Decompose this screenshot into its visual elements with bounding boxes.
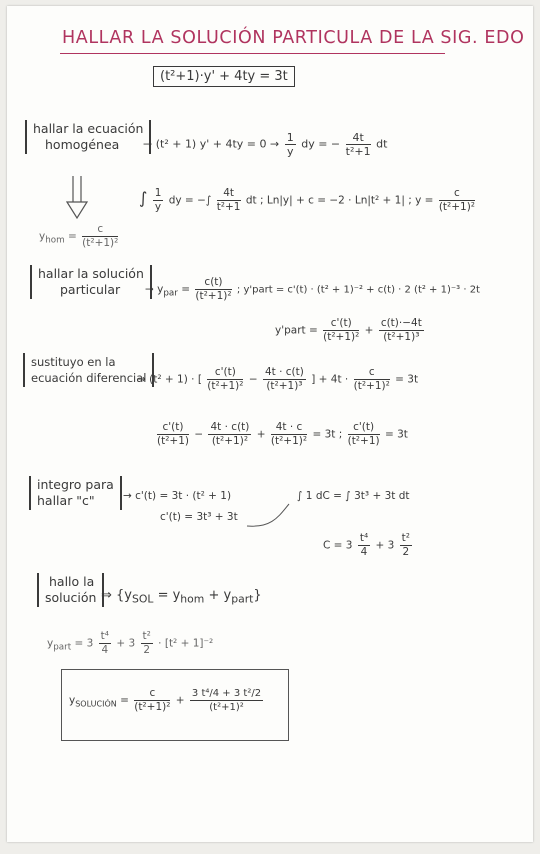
label-line: solución (45, 590, 97, 605)
eq-text: → (t² + 1) y' + 4ty = 0 → (143, 137, 283, 151)
eq-text: − (248, 373, 261, 386)
fraction: $\frac{c}{\text{(t²+1)²}}$ (82, 223, 119, 249)
eq-text: = y (153, 588, 181, 603)
label-line: hallo la (49, 574, 95, 589)
eq-text: → (t² + 1) · [ (137, 373, 202, 386)
subscript: hom (180, 592, 205, 606)
fraction: $\frac{\text{t⁴}}{4}$ (359, 532, 369, 558)
fraction: $\frac{4t}{\text{t²+1}}$ (216, 187, 241, 213)
eq-text: C = 3 (323, 539, 356, 552)
eq-text: ] + 4t · (311, 373, 352, 386)
eq-text: y'part = (275, 324, 322, 337)
eq-text: + (256, 428, 269, 441)
eq-text: = 3t ; (312, 428, 346, 441)
label-line: integro para (37, 477, 114, 492)
label-line: hallar "c" (37, 493, 95, 508)
fraction: $\frac{4t \cdot c}{\text{(t²+1)²}}$ (270, 421, 308, 447)
eq-text: = 3t (395, 373, 419, 386)
subscript: part (53, 642, 72, 653)
label-line: hallar la ecuación (33, 121, 144, 136)
eq-text: y (47, 637, 54, 650)
eq-text: = (177, 283, 194, 296)
fraction: $\frac{\text{3 t⁴/4 + 3 t²/2}}{\text{(t²+1)²}}$ (191, 688, 262, 713)
eq-text: dy = −∫ (168, 194, 212, 207)
eq-text: + 3 (375, 539, 398, 552)
fraction: $\frac{4t \cdot c(t)}{\text{(t²+1)³}}$ (264, 366, 304, 392)
label-line: hallar la solución (38, 266, 144, 281)
eq-text: + (364, 324, 377, 337)
fraction: $\frac{\text{t⁴}}{4}$ (100, 630, 109, 656)
eq-text: + (175, 694, 188, 707)
eq-text: = 3t (384, 428, 408, 441)
down-arrow-icon (67, 176, 87, 218)
fraction: $\frac{c'(t)}{\text{(t²+1)}}$ (157, 421, 189, 447)
eq-text: = 3 (71, 637, 97, 650)
fraction: $\frac{\text{t²}}{2}$ (142, 630, 151, 656)
subscript: SOL (132, 592, 154, 606)
eq-text: → y (145, 283, 164, 296)
c-integral: ∫ 1 dC = ∫ 3t³ + 3t dt (297, 490, 410, 502)
eq-text: dt ; Ln|y| + c = −2 · Ln|t² + 1| ; y = (245, 194, 437, 207)
eq-text: ⇒ {y (101, 588, 132, 603)
label-line: particular (60, 282, 121, 297)
fraction: $\frac{c'(t)}{\text{(t²+1)²}}$ (323, 317, 360, 343)
eq-text: · [t² + 1]⁻² (158, 637, 214, 650)
page-title: HALLAR LA SOLUCIÓN PARTICULA DE LA SIG. EDO (62, 28, 525, 48)
subscript: SOLUCIÓN (75, 699, 117, 709)
eq-text: = (64, 230, 81, 243)
subscript: par (163, 288, 178, 299)
label-line: ecuación diferencial (31, 371, 147, 385)
eq-text: + y (204, 588, 232, 603)
label-line: sustituyo en la (31, 355, 116, 369)
fraction: $\frac{1}{y}$ (154, 187, 162, 213)
fraction: $\frac{c}{\text{(t²+1)²}}$ (353, 366, 390, 392)
fraction: $\frac{c(t)\cdot-4t}{\text{(t²+1)³}}$ (380, 317, 422, 343)
subscript: hom (45, 235, 65, 246)
eq-text: + 3 (116, 637, 139, 650)
c-prime-equation: → c'(t) = 3t · (t² + 1) (123, 490, 232, 502)
fraction: $\frac{4t}{\text{t²+1}}$ (345, 131, 371, 158)
eq-text: y (39, 230, 46, 243)
eq-text: dt (376, 137, 388, 151)
fraction: $\frac{c}{\text{(t²+1)²}}$ (438, 187, 476, 213)
subscript: part (231, 592, 254, 606)
main-equation: (t²+1)·y' + 4ty = 3t (153, 66, 295, 87)
label-line: homogénea (45, 137, 120, 152)
fraction: $\frac{c}{\text{(t²+1)²}}$ (134, 687, 171, 713)
fraction: $\frac{c(t)}{\text{(t²+1)²}}$ (195, 276, 232, 302)
eq-text: } (253, 588, 262, 603)
notebook-page (7, 6, 533, 842)
eq-text: dy = − (301, 137, 341, 151)
fraction: $\frac{\text{t²}}{2}$ (401, 532, 410, 558)
curved-arrow-icon (247, 504, 289, 526)
fraction: $\frac{4t \cdot c(t)}{\text{(t²+1)²}}$ (210, 421, 250, 447)
pen-strokes (7, 6, 533, 842)
eq-text: ; y'part = c'(t) · (t² + 1)⁻² + c(t) · 2 (t² + 1)⁻³ · 2t (236, 284, 480, 296)
eq-text: − (194, 428, 207, 441)
eq-text: y (69, 694, 76, 707)
eq-text: = (116, 694, 133, 707)
fraction: $\frac{1}{y}$ (286, 131, 294, 158)
fraction: $\frac{c'(t)}{\text{(t²+1)²}}$ (207, 366, 244, 392)
fraction: $\frac{c'(t)}{\text{(t²+1)}}$ (347, 421, 380, 447)
c-prime-expanded: c'(t) = 3t³ + 3t (160, 511, 238, 523)
integral-sign: ∫ (139, 188, 148, 208)
